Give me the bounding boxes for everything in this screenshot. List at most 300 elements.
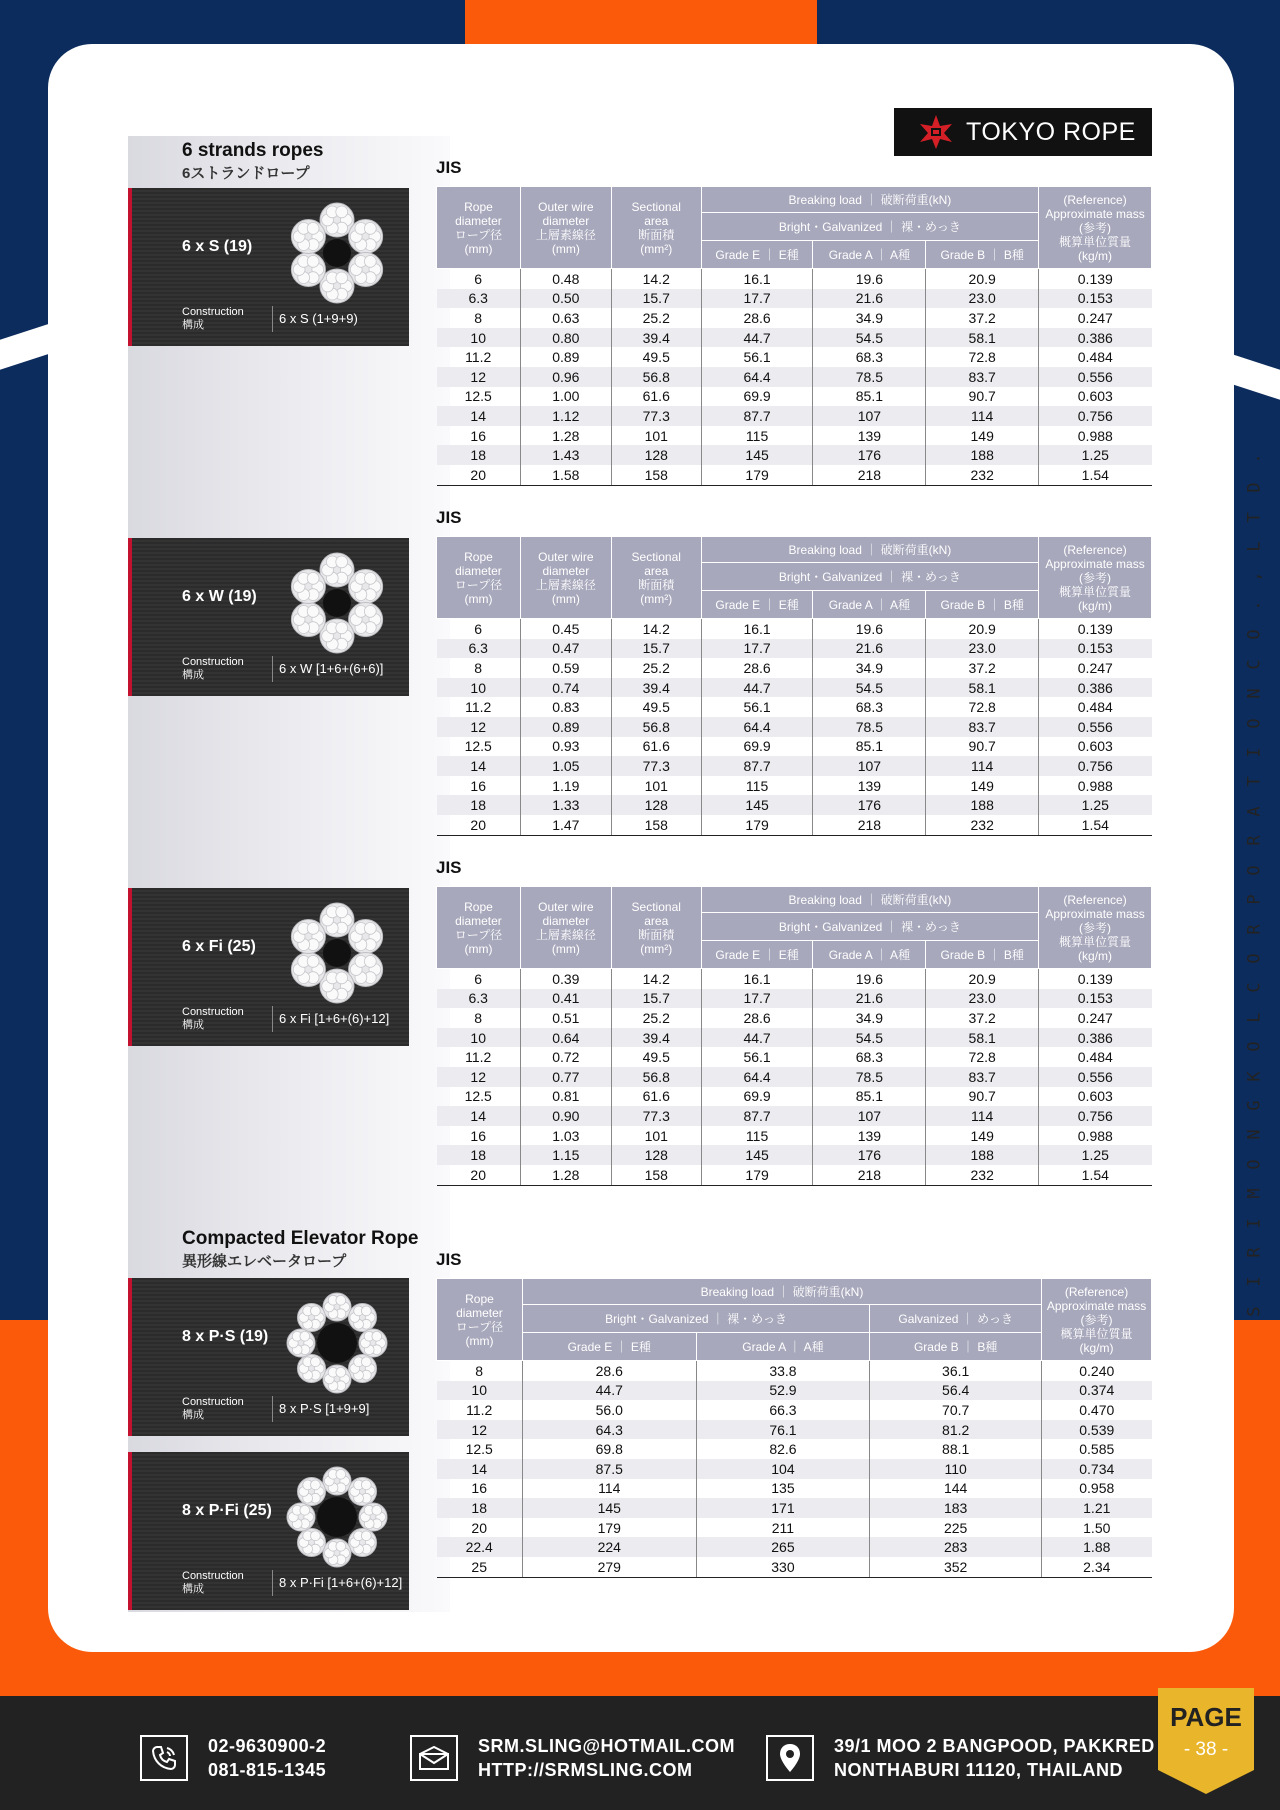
footer-email (410, 1734, 735, 1782)
table-cell: 14 (437, 1459, 523, 1479)
side-letter: M (1244, 1188, 1265, 1199)
side-letter: I (1244, 747, 1265, 758)
header-grade-b: Grade B ｜ B種 (926, 941, 1039, 969)
table-cell: 25.2 (611, 308, 701, 328)
table-cell: 128 (611, 1145, 701, 1165)
table-cell: 110 (870, 1459, 1042, 1479)
rope-card (128, 1278, 409, 1436)
rope-card (128, 538, 409, 696)
table-cell: 225 (870, 1518, 1042, 1538)
table-cell: 39.4 (611, 328, 701, 348)
table-cell: 0.386 (1039, 1028, 1152, 1048)
side-letter: O (1244, 1041, 1265, 1052)
page-label: PAGE (1170, 1702, 1242, 1732)
table-cell: 218 (813, 1165, 926, 1185)
table-cell: 1.28 (520, 426, 611, 446)
table-cell: 39.4 (611, 678, 701, 698)
table-cell: 188 (926, 445, 1039, 465)
table-cell: 279 (522, 1557, 696, 1577)
table-cell: 28.6 (701, 1008, 813, 1028)
table-cell: 0.51 (520, 1008, 611, 1028)
table-row (437, 1126, 1152, 1146)
table-cell: 0.374 (1042, 1381, 1152, 1401)
table-cell: 8 (474, 309, 483, 326)
spec-table (436, 886, 1152, 1186)
header-grade-b: Grade B ｜ B種 (926, 591, 1039, 619)
table-cell: 0.90 (520, 1106, 611, 1126)
side-letter: K (1244, 1070, 1265, 1082)
header-sectional-area: Sectional area 断面積 (mm²) (611, 887, 701, 969)
table-cell: 0.756 (1039, 1106, 1152, 1126)
location-pin-icon (766, 1735, 814, 1781)
table-cell: 0.83 (520, 697, 611, 717)
table-cell: 78.5 (813, 717, 926, 737)
table-cell: 19.6 (813, 969, 926, 989)
table-cell: 11.2 (466, 1401, 493, 1418)
table-cell: 0.81 (520, 1087, 611, 1107)
table-row (437, 1087, 1152, 1107)
table-cell: 115 (701, 1126, 813, 1146)
table-row (437, 426, 1152, 446)
table-cell: 0.585 (1042, 1439, 1152, 1459)
table-cell: 20 (437, 815, 521, 835)
side-letter: T (1244, 776, 1265, 788)
table-cell: 6.3 (437, 989, 521, 1009)
footer-phone (140, 1734, 326, 1782)
table-cell: 22.4 (437, 1537, 523, 1557)
header-grade-e: Grade E ｜ E種 (701, 241, 813, 269)
table-cell: 16 (470, 777, 486, 794)
header-sectional-area: Sectional area 断面積 (mm²) (611, 187, 701, 269)
table-cell: 1.43 (520, 445, 611, 465)
table-cell: 0.734 (1042, 1459, 1152, 1479)
website-link[interactable]: HTTP://SRMSLING.COM (478, 1760, 693, 1780)
table-cell: 176 (813, 445, 926, 465)
table-cell: 144 (870, 1479, 1042, 1499)
header-grade-a: Grade A ｜ A種 (813, 941, 926, 969)
table-cell: 232 (926, 815, 1039, 835)
table-cell: 0.153 (1039, 289, 1152, 309)
table-cell: 115 (701, 776, 813, 796)
table-cell: 114 (522, 1479, 696, 1499)
table-cell: 6.3 (437, 639, 521, 659)
table-cell: 8 (437, 1361, 523, 1381)
table-cell: 1.54 (1039, 1165, 1152, 1185)
rope-name: 6 x W (19) (182, 588, 257, 605)
table-cell: 54.5 (813, 328, 926, 348)
side-letter: O (1244, 865, 1265, 876)
side-letter: N (1244, 688, 1265, 699)
table-cell: 10 (437, 678, 521, 698)
side-letter: N (1244, 1129, 1265, 1140)
table-cell: 14 (437, 756, 521, 776)
table-row (437, 347, 1152, 367)
construction-value: 6 x W [1+6+(6+6)] (272, 656, 383, 682)
table-cell: 10 (437, 328, 521, 348)
page-badge (1158, 1688, 1254, 1794)
table-cell: 0.139 (1039, 969, 1152, 989)
table-cell: 224 (522, 1537, 696, 1557)
mail-icon (410, 1735, 458, 1781)
table-cell: 0.603 (1039, 1087, 1152, 1107)
table-cell: 0.386 (1039, 678, 1152, 698)
table-cell: 56.1 (701, 1047, 813, 1067)
table-cell: 69.8 (522, 1439, 696, 1459)
side-letter: O (1244, 953, 1265, 964)
header-breaking-load: Breaking load ｜ 破断荷重(kN) (701, 887, 1038, 913)
table-cell: 78.5 (813, 367, 926, 387)
table-cell: 77.3 (611, 406, 701, 426)
table-cell: 2.34 (1042, 1557, 1152, 1577)
table-cell: 23.0 (926, 289, 1039, 309)
table-cell: 44.7 (701, 1028, 813, 1048)
jis-label: JIS (436, 508, 462, 527)
email-address[interactable]: SRM.SLING@HOTMAIL.COM (478, 1736, 736, 1756)
spec-table (436, 1278, 1152, 1578)
table-cell: 90.7 (926, 737, 1039, 757)
table-cell: 0.988 (1039, 426, 1152, 446)
table-cell: 56.8 (611, 717, 701, 737)
table-cell: 265 (696, 1537, 870, 1557)
table-cell: 56.8 (611, 367, 701, 387)
side-letter: G (1244, 1100, 1265, 1111)
table-cell: 49.5 (611, 1047, 701, 1067)
table-cell: 12.5 (464, 1088, 492, 1105)
header-bright-galvanized: Bright・Galvanized ｜ 裸・めっき (701, 213, 1038, 241)
rope-card (128, 1452, 409, 1610)
side-letter: P (1244, 894, 1265, 905)
table-cell: 1.03 (520, 1126, 611, 1146)
table-cell: 20 (437, 465, 521, 485)
table-cell: 36.1 (870, 1361, 1042, 1381)
table-cell: 6.3 (437, 289, 521, 309)
table-cell: 0.484 (1039, 1047, 1152, 1067)
header-rope-diameter: Rope diameter ロープ径 (mm) (437, 1279, 523, 1361)
table-row (437, 1381, 1152, 1401)
table-cell: 101 (611, 426, 701, 446)
table-cell: 54.5 (813, 678, 926, 698)
table-cell: 6 (437, 969, 521, 989)
table-cell: 64.3 (522, 1420, 696, 1440)
table-cell: 232 (926, 465, 1039, 485)
rope-cross-section-icon (282, 548, 392, 658)
table-cell: 6 (437, 269, 521, 289)
table-row (437, 619, 1152, 639)
table-cell: 0.74 (520, 678, 611, 698)
table-cell: 0.47 (520, 639, 611, 659)
table-cell: 0.556 (1039, 1067, 1152, 1087)
side-letter: , (1244, 571, 1265, 582)
table-cell: 0.59 (520, 658, 611, 678)
table-cell: 14 (437, 406, 521, 426)
header-grade-e: Grade E ｜ E種 (701, 941, 813, 969)
table-cell: 52.9 (696, 1381, 870, 1401)
header-sectional-area: Sectional area 断面積 (mm²) (611, 537, 701, 619)
table-cell: 64.4 (701, 367, 813, 387)
table-cell: 28.6 (701, 658, 813, 678)
header-grade-b: Grade B ｜ B種 (870, 1333, 1042, 1361)
table-cell: 21.6 (813, 639, 926, 659)
tokyo-rope-logo (894, 108, 1152, 156)
table-cell: 101 (611, 1126, 701, 1146)
table-cell: 1.12 (520, 406, 611, 426)
table-cell: 18 (437, 445, 521, 465)
table-cell: 21.6 (813, 289, 926, 309)
table-cell: 68.3 (813, 1047, 926, 1067)
table-cell: 114 (926, 756, 1039, 776)
table-cell: 49.5 (611, 347, 701, 367)
table-cell: 0.556 (1039, 717, 1152, 737)
table-cell: 183 (870, 1498, 1042, 1518)
table-cell: 0.988 (1039, 1126, 1152, 1146)
table-cell: 18 (437, 1145, 521, 1165)
table-cell: 56.4 (870, 1381, 1042, 1401)
table-cell: 8 (474, 659, 483, 676)
table-cell: 23.0 (926, 989, 1039, 1009)
side-letter: D (1244, 482, 1265, 494)
table-cell: 83.7 (926, 367, 1039, 387)
table-cell: 0.603 (1039, 387, 1152, 407)
table-cell: 176 (813, 1145, 926, 1165)
table-cell: 1.54 (1039, 465, 1152, 485)
table-row (437, 328, 1152, 348)
table-row (437, 795, 1152, 815)
header-mass: (Reference) Approximate mass (参考) 概算単位質量 (kg/m) (1039, 887, 1152, 969)
side-letter: S (1244, 1306, 1265, 1317)
table-row (437, 269, 1152, 289)
table-cell: 0.72 (520, 1047, 611, 1067)
side-letter: O (1244, 629, 1265, 641)
table-cell: 14.2 (611, 269, 701, 289)
side-letter: C (1244, 982, 1265, 993)
table-cell: 10 (437, 1028, 521, 1048)
table-cell: 0.45 (520, 619, 611, 639)
rope-name: 8 x P·Fi (25) (182, 1502, 272, 1519)
header-breaking-load: Breaking load ｜ 破断荷重(kN) (522, 1279, 1041, 1305)
header-mass: (Reference) Approximate mass (参考) 概算単位質量 (kg/m) (1039, 187, 1152, 269)
table-cell: 218 (813, 465, 926, 485)
table-cell: 17.7 (701, 289, 813, 309)
table-cell: 11.2 (465, 349, 492, 366)
table-cell: 128 (611, 445, 701, 465)
table-row (437, 465, 1152, 485)
table-cell: 218 (813, 815, 926, 835)
table-cell: 179 (701, 1165, 813, 1185)
table-cell: 18 (437, 795, 521, 815)
table-cell: 70.7 (870, 1400, 1042, 1420)
table-cell: 78.5 (813, 1067, 926, 1087)
side-letter: C (1244, 659, 1265, 670)
rope-name: 6 x Fi (25) (182, 938, 256, 955)
header-accent-bar (465, 0, 817, 50)
table-cell: 19.6 (813, 619, 926, 639)
rope-cross-section-icon (282, 1288, 392, 1398)
table-cell: 139 (813, 1126, 926, 1146)
table-cell: 15.7 (611, 289, 701, 309)
table-cell: 6 (437, 619, 521, 639)
table-cell: 49.5 (611, 697, 701, 717)
header-breaking-load: Breaking load ｜ 破断荷重(kN) (701, 537, 1038, 563)
construction-value: 6 x S (1+9+9) (272, 306, 358, 332)
table-cell: 0.603 (1039, 737, 1152, 757)
table-row (437, 1028, 1152, 1048)
table-cell: 1.00 (520, 387, 611, 407)
construction-value: 6 x Fi [1+6+(6)+12] (272, 1006, 389, 1032)
table-cell: 0.153 (1039, 989, 1152, 1009)
table-row (437, 1439, 1152, 1459)
table-row (437, 1537, 1152, 1557)
table-cell: 16 (470, 1127, 486, 1144)
table-cell: 34.9 (813, 1008, 926, 1028)
side-letter: R (1244, 1247, 1265, 1258)
table-cell: 0.247 (1039, 308, 1152, 328)
table-cell: 14 (437, 1106, 521, 1126)
table-cell: 72.8 (926, 347, 1039, 367)
table-cell: 0.556 (1039, 367, 1152, 387)
table-cell: 211 (696, 1518, 870, 1538)
table-row (437, 697, 1152, 717)
table-row (437, 1459, 1152, 1479)
tokyo-rope-star-icon (918, 114, 954, 150)
header-grade-a: Grade A ｜ A種 (696, 1333, 870, 1361)
construction-value: 8 x P·Fi [1+6+(6)+12] (272, 1570, 402, 1596)
table-cell: 11.2 (465, 699, 492, 716)
table-cell: 114 (926, 406, 1039, 426)
table-cell: 0.89 (520, 347, 611, 367)
table-cell: 11.2 (465, 1049, 492, 1066)
table-cell: 0.39 (520, 969, 611, 989)
table-cell: 10 (437, 1381, 523, 1401)
table-cell: 69.9 (701, 387, 813, 407)
table-cell: 179 (701, 465, 813, 485)
side-letter: I (1244, 1276, 1265, 1287)
table-row (437, 969, 1152, 989)
table-cell: 1.88 (1042, 1537, 1152, 1557)
table-cell: 145 (701, 1145, 813, 1165)
table-cell: 18 (437, 1498, 523, 1518)
table-cell: 82.6 (696, 1439, 870, 1459)
table-cell: 85.1 (813, 1087, 926, 1107)
table-cell: 158 (611, 815, 701, 835)
table-cell: 20.9 (926, 969, 1039, 989)
table-cell: 12 (437, 1067, 521, 1087)
table-cell: 12.5 (464, 388, 492, 405)
table-cell: 14.2 (611, 969, 701, 989)
table-cell: 1.21 (1042, 1498, 1152, 1518)
table-row (437, 776, 1152, 796)
table-cell: 61.6 (611, 737, 701, 757)
construction-label: Construction 構成 (182, 656, 244, 681)
table-cell: 72.8 (926, 1047, 1039, 1067)
header-grade-e: Grade E ｜ E種 (522, 1333, 696, 1361)
table-cell: 0.470 (1042, 1400, 1152, 1420)
phone-line-1[interactable]: 02-9630900-2 (208, 1736, 327, 1756)
header-rope-diameter: Rope diameter ロープ径 (mm) (437, 537, 521, 619)
header-rope-diameter: Rope diameter ロープ径 (mm) (437, 187, 521, 269)
table-cell: 83.7 (926, 717, 1039, 737)
table-cell: 145 (701, 445, 813, 465)
table-cell: 0.247 (1039, 658, 1152, 678)
header-outer-wire: Outer wire diameter 上層素線径 (mm) (520, 887, 611, 969)
header-galvanized: Galvanized ｜ めっき (870, 1305, 1042, 1333)
table-row (437, 756, 1152, 776)
table-cell: 0.139 (1039, 619, 1152, 639)
table-cell: 39.4 (611, 1028, 701, 1048)
table-cell: 90.7 (926, 1087, 1039, 1107)
table-cell: 0.247 (1039, 1008, 1152, 1028)
table-cell: 0.958 (1042, 1479, 1152, 1499)
table-cell: 15.7 (611, 639, 701, 659)
table-cell: 68.3 (813, 347, 926, 367)
table-cell: 12 (437, 367, 521, 387)
table-cell: 0.48 (520, 269, 611, 289)
table-cell: 83.7 (926, 1067, 1039, 1087)
address-line-1: 39/1 MOO 2 BANGPOOD, PAKKRED (834, 1736, 1155, 1756)
table-cell: 56.0 (522, 1400, 696, 1420)
side-letter: . (1244, 600, 1265, 611)
table-cell: 12 (437, 1420, 523, 1440)
address-line-2: NONTHABURI 11120, THAILAND (834, 1760, 1124, 1780)
table-cell: 1.15 (520, 1145, 611, 1165)
table-row (437, 1557, 1152, 1577)
side-letter: R (1244, 835, 1265, 846)
table-cell: 81.2 (870, 1420, 1042, 1440)
table-cell: 88.1 (870, 1439, 1042, 1459)
table-cell: 34.9 (813, 658, 926, 678)
table-row (437, 1106, 1152, 1126)
table-row (437, 639, 1152, 659)
table-cell: 0.153 (1039, 639, 1152, 659)
table-cell: 0.539 (1042, 1420, 1152, 1440)
table-row (437, 1420, 1152, 1440)
phone-icon (140, 1735, 188, 1781)
table-cell: 12 (437, 717, 521, 737)
page-number: - 38 - (1183, 1739, 1229, 1760)
table-row (437, 1008, 1152, 1028)
table-cell: 145 (701, 795, 813, 815)
table-cell: 8 (474, 1009, 483, 1026)
table-row (437, 717, 1152, 737)
jis-label: JIS (436, 1250, 462, 1269)
table-cell: 188 (926, 1145, 1039, 1165)
table-cell: 20 (437, 1165, 521, 1185)
side-letter: O (1244, 718, 1265, 729)
phone-line-2[interactable]: 081-815-1345 (208, 1760, 327, 1780)
table-cell: 1.50 (1042, 1518, 1152, 1538)
table-cell: 1.28 (520, 1165, 611, 1185)
table-cell: 17.7 (701, 639, 813, 659)
table-cell: 0.484 (1039, 347, 1152, 367)
header-outer-wire: Outer wire diameter 上層素線径 (mm) (520, 537, 611, 619)
table-cell: 16 (471, 1480, 487, 1497)
table-cell: 232 (926, 1165, 1039, 1185)
table-cell: 19.6 (813, 269, 926, 289)
table-row (437, 658, 1152, 678)
table-cell: 16 (470, 427, 486, 444)
side-letter: A (1244, 806, 1265, 817)
table-cell: 25.2 (611, 658, 701, 678)
construction-label: Construction 構成 (182, 306, 244, 331)
spec-table (436, 186, 1152, 486)
header-grade-b: Grade B ｜ B種 (926, 241, 1039, 269)
header-bright-galvanized: Bright・Galvanized ｜ 裸・めっき (701, 913, 1038, 941)
table-row (437, 1361, 1152, 1381)
rope-name: 6 x S (19) (182, 238, 253, 255)
jis-label: JIS (436, 858, 462, 877)
table-cell: 283 (870, 1537, 1042, 1557)
spec-table (436, 536, 1152, 836)
table-cell: 0.386 (1039, 328, 1152, 348)
